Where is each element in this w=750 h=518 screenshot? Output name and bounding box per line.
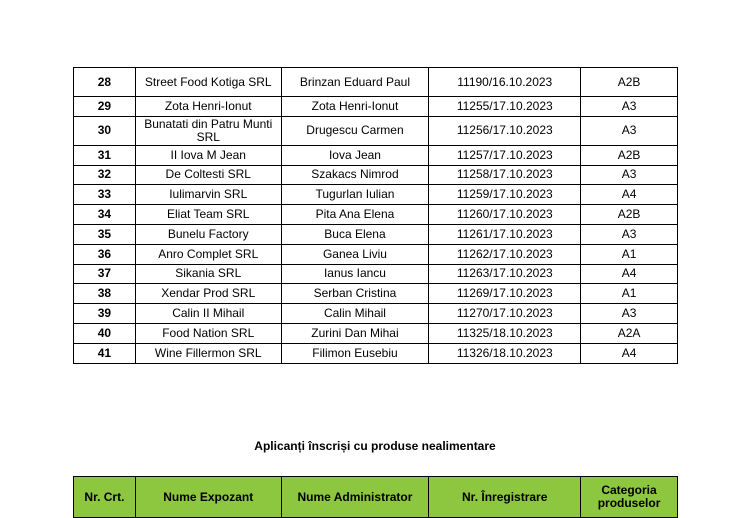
exhibitor-cell: Eliat Team SRL [135, 205, 281, 225]
header-nume-administrator: Nume Administrator [281, 477, 429, 518]
nr-cell: 29 [74, 97, 136, 117]
registration-cell: 11257/17.10.2023 [429, 145, 581, 165]
category-cell: A4 [581, 185, 678, 205]
exhibitor-cell: Iulimarvin SRL [135, 185, 281, 205]
table-row [74, 323, 678, 343]
table-row [74, 205, 678, 225]
section-title: Aplicanți înscriși cu produse nealimentare [254, 439, 496, 453]
nr-cell: 34 [74, 205, 136, 225]
table-row [74, 304, 678, 324]
administrator-cell: Iova Jean [281, 145, 429, 165]
exhibitor-cell: Xendar Prod SRL [135, 284, 281, 304]
nr-cell: 40 [74, 323, 136, 343]
registration-cell: 11259/17.10.2023 [429, 185, 581, 205]
category-cell: A2B [581, 68, 678, 97]
exhibitor-cell: Anro Complet SRL [135, 244, 281, 264]
nr-cell: 37 [74, 264, 136, 284]
registration-cell: 11262/17.10.2023 [429, 244, 581, 264]
nr-cell: 35 [74, 224, 136, 244]
table-row [74, 145, 678, 165]
category-cell: A3 [581, 304, 678, 324]
exhibitors-food-table [73, 67, 678, 364]
exhibitor-cell: De Coltesti SRL [135, 165, 281, 185]
exhibitor-cell: Wine Fillermon SRL [135, 343, 281, 363]
table-row [74, 264, 678, 284]
administrator-cell: Pita Ana Elena [281, 205, 429, 225]
administrator-cell: Ianus Iancu [281, 264, 429, 284]
category-cell: A4 [581, 264, 678, 284]
category-cell: A3 [581, 97, 678, 117]
nr-cell: 41 [74, 343, 136, 363]
registration-cell: 11190/16.10.2023 [429, 68, 581, 97]
nr-cell: 32 [74, 165, 136, 185]
nr-cell: 31 [74, 145, 136, 165]
category-cell: A1 [581, 244, 678, 264]
exhibitor-cell: Food Nation SRL [135, 323, 281, 343]
exhibitor-cell: Zota Henri-Ionut [135, 97, 281, 117]
registration-cell: 11256/17.10.2023 [429, 116, 581, 145]
category-cell: A1 [581, 284, 678, 304]
exhibitor-cell: Sikania SRL [135, 264, 281, 284]
table-row [74, 224, 678, 244]
registration-cell: 11261/17.10.2023 [429, 224, 581, 244]
nr-cell: 39 [74, 304, 136, 324]
exhibitor-cell: Street Food Kotiga SRL [135, 68, 281, 97]
category-cell: A4 [581, 343, 678, 363]
table-row [74, 244, 678, 264]
nr-cell: 36 [74, 244, 136, 264]
category-cell: A2A [581, 323, 678, 343]
exhibitor-cell: II Iova M Jean [135, 145, 281, 165]
administrator-cell: Ganea Liviu [281, 244, 429, 264]
nr-cell: 28 [74, 68, 136, 97]
category-cell: A3 [581, 116, 678, 145]
nr-cell: 33 [74, 185, 136, 205]
registration-cell: 11263/17.10.2023 [429, 264, 581, 284]
header-nume-expozant: Nume Expozant [135, 477, 281, 518]
table-row [74, 165, 678, 185]
registration-cell: 11270/17.10.2023 [429, 304, 581, 324]
administrator-cell: Calin Mihail [281, 304, 429, 324]
administrator-cell: Tugurlan Iulian [281, 185, 429, 205]
exhibitor-cell: Calin II Mihail [135, 304, 281, 324]
registration-cell: 11258/17.10.2023 [429, 165, 581, 185]
registration-cell: 11269/17.10.2023 [429, 284, 581, 304]
table-row [74, 284, 678, 304]
administrator-cell: Serban Cristina [281, 284, 429, 304]
category-cell: A2B [581, 145, 678, 165]
nr-cell: 38 [74, 284, 136, 304]
table-row [74, 343, 678, 363]
nr-cell: 30 [74, 116, 136, 145]
administrator-cell: Buca Elena [281, 224, 429, 244]
header-nr-inregistrare: Nr. Înregistrare [429, 477, 581, 518]
table-row [74, 185, 678, 205]
administrator-cell: Brinzan Eduard Paul [281, 68, 429, 97]
category-cell: A3 [581, 224, 678, 244]
table-body [74, 68, 678, 364]
registration-cell: 11260/17.10.2023 [429, 205, 581, 225]
registration-cell: 11326/18.10.2023 [429, 343, 581, 363]
administrator-cell: Drugescu Carmen [281, 116, 429, 145]
table-row [74, 68, 678, 97]
exhibitor-cell: Bunatati din Patru Munti SRL [135, 116, 281, 145]
table-row [74, 97, 678, 117]
registration-cell: 11325/18.10.2023 [429, 323, 581, 343]
administrator-cell: Szakacs Nimrod [281, 165, 429, 185]
table-row [74, 116, 678, 145]
administrator-cell: Zota Henri-Ionut [281, 97, 429, 117]
administrator-cell: Zurini Dan Mihai [281, 323, 429, 343]
exhibitors-nonfood-table [73, 476, 678, 518]
category-cell: A2B [581, 205, 678, 225]
header-nr-crt: Nr. Crt. [74, 477, 136, 518]
registration-cell: 11255/17.10.2023 [429, 97, 581, 117]
category-cell: A3 [581, 165, 678, 185]
administrator-cell: Filimon Eusebiu [281, 343, 429, 363]
header-categoria-produselor: Categoria produselor [581, 477, 678, 518]
exhibitor-cell: Bunelu Factory [135, 224, 281, 244]
header-row [74, 477, 678, 518]
